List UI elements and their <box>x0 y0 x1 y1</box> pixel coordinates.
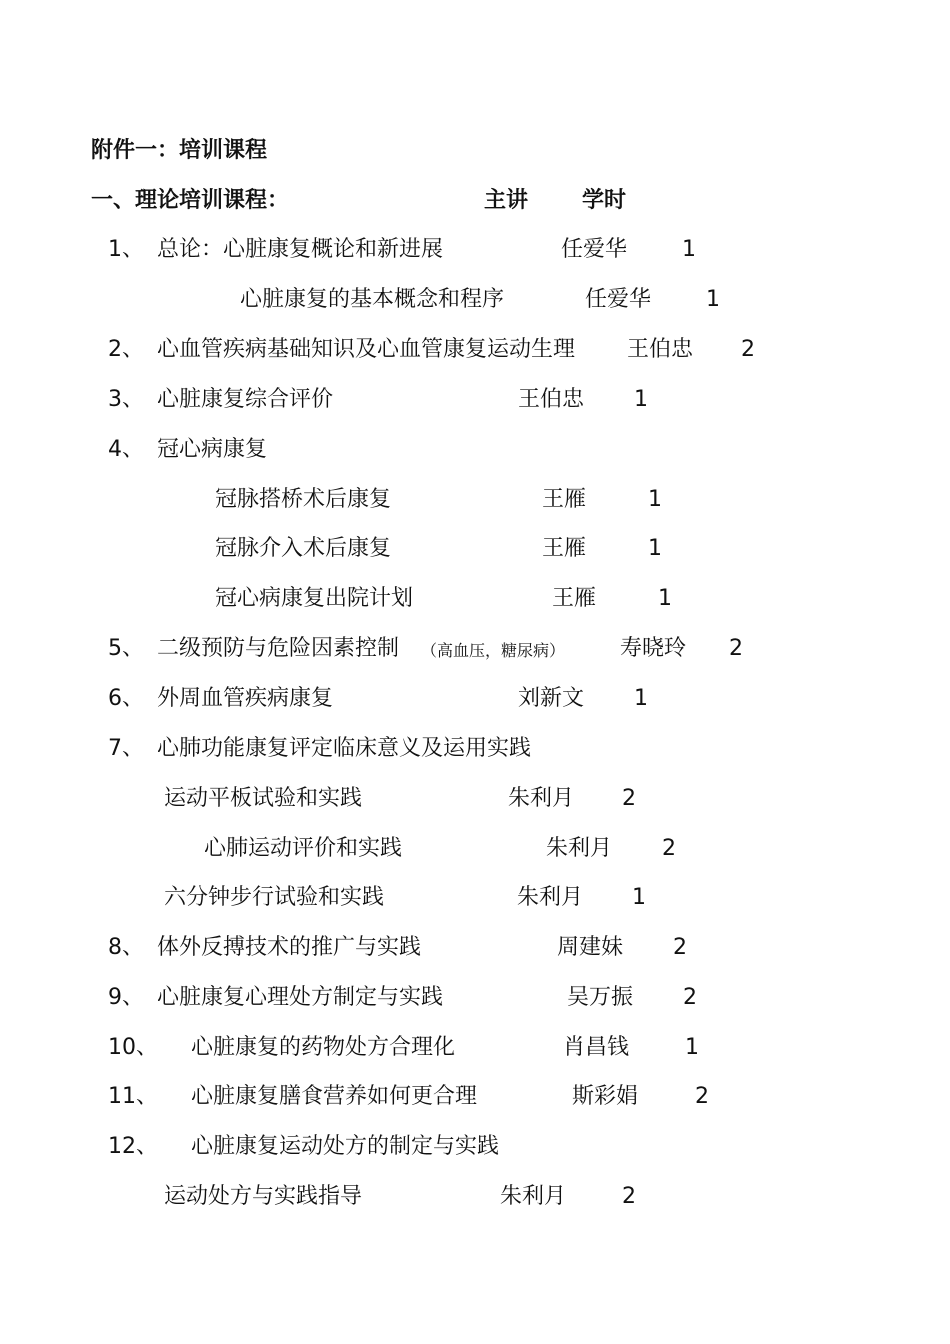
course-title: 心脏康复的药物处方合理化 <box>191 1035 456 1060</box>
course-hours: 2 <box>695 1084 709 1109</box>
course-hours: 1 <box>658 586 672 611</box>
course-title: 心脏康复的基本概念和程序 <box>240 287 505 312</box>
course-lecturer: 吴万振 <box>567 985 634 1010</box>
course-hours: 2 <box>741 337 755 362</box>
course-number: 4、 <box>108 437 144 462</box>
course-number: 2、 <box>108 337 144 362</box>
course-lecturer: 寿晓玲 <box>620 636 687 661</box>
course-number: 1、 <box>108 237 144 262</box>
course-lecturer: 斯彩娟 <box>572 1084 639 1109</box>
course-lecturer: 周建妹 <box>557 935 624 960</box>
course-hours: 2 <box>729 636 743 661</box>
course-number: 5、 <box>108 636 144 661</box>
course-number: 11、 <box>108 1084 158 1109</box>
course-lecturer: 任爱华 <box>561 237 628 262</box>
course-lecturer: 王伯忠 <box>518 387 585 412</box>
course-title: 二级预防与危险因素控制 <box>157 636 400 661</box>
course-hours: 1 <box>682 237 696 262</box>
column-header-lecturer: 主讲 <box>484 188 529 213</box>
course-title: 冠心病康复 <box>157 437 268 462</box>
course-lecturer: 朱利月 <box>508 786 575 811</box>
course-lecturer: 王雁 <box>542 536 587 561</box>
section-title: 一、理论培训课程： <box>91 188 290 213</box>
course-hours: 1 <box>648 536 662 561</box>
course-number: 7、 <box>108 736 144 761</box>
course-number: 9、 <box>108 985 144 1010</box>
course-hours: 1 <box>685 1035 699 1060</box>
course-hours: 1 <box>634 387 648 412</box>
course-title: 心血管疾病基础知识及心血管康复运动生理 <box>157 337 576 362</box>
course-hours: 1 <box>634 686 648 711</box>
course-number: 3、 <box>108 387 144 412</box>
course-hours: 2 <box>683 985 697 1010</box>
course-lecturer: 朱利月 <box>500 1184 567 1209</box>
course-title: 心肺运动评价和实践 <box>204 836 403 861</box>
course-lecturer: 刘新文 <box>518 686 585 711</box>
course-title: 运动处方与实践指导 <box>164 1184 363 1209</box>
course-title: 冠脉搭桥术后康复 <box>215 487 392 512</box>
course-title: 总论：心脏康复概论和新进展 <box>157 237 444 262</box>
course-title: 外周血管疾病康复 <box>157 686 334 711</box>
column-header-hours: 学时 <box>582 188 627 213</box>
course-lecturer: 王雁 <box>552 586 597 611</box>
course-title: 冠脉介入术后康复 <box>215 536 392 561</box>
course-title: 运动平板试验和实践 <box>164 786 363 811</box>
course-title: 心脏康复心理处方制定与实践 <box>157 985 444 1010</box>
course-hours: 2 <box>622 1184 636 1209</box>
course-lecturer: 肖昌钱 <box>563 1035 630 1060</box>
course-number: 8、 <box>108 935 144 960</box>
course-hours: 1 <box>648 487 662 512</box>
course-hours: 2 <box>622 786 636 811</box>
course-title: 体外反搏技术的推广与实践 <box>157 935 422 960</box>
course-title: 六分钟步行试验和实践 <box>164 885 385 910</box>
course-lecturer: 王雁 <box>542 487 587 512</box>
course-hours: 1 <box>706 287 720 312</box>
course-hours: 1 <box>632 885 646 910</box>
course-lecturer: 朱利月 <box>546 836 613 861</box>
course-number: 10、 <box>108 1035 158 1060</box>
course-hours: 2 <box>662 836 676 861</box>
course-title: 心脏康复运动处方的制定与实践 <box>191 1134 500 1159</box>
course-title: 心肺功能康复评定临床意义及运用实践 <box>157 736 532 761</box>
course-lecturer: 任爱华 <box>585 287 652 312</box>
course-lecturer: 王伯忠 <box>627 337 694 362</box>
course-title: 心脏康复膳食营养如何更合理 <box>191 1084 478 1109</box>
course-title: 冠心病康复出院计划 <box>215 586 414 611</box>
course-title-note: （高血压，糖尿病） <box>421 641 566 660</box>
course-number: 6、 <box>108 686 144 711</box>
course-title: 心脏康复综合评价 <box>157 387 334 412</box>
course-hours: 2 <box>673 935 687 960</box>
course-number: 12、 <box>108 1134 158 1159</box>
course-lecturer: 朱利月 <box>517 885 584 910</box>
document-heading: 附件一：培训课程 <box>91 138 268 163</box>
